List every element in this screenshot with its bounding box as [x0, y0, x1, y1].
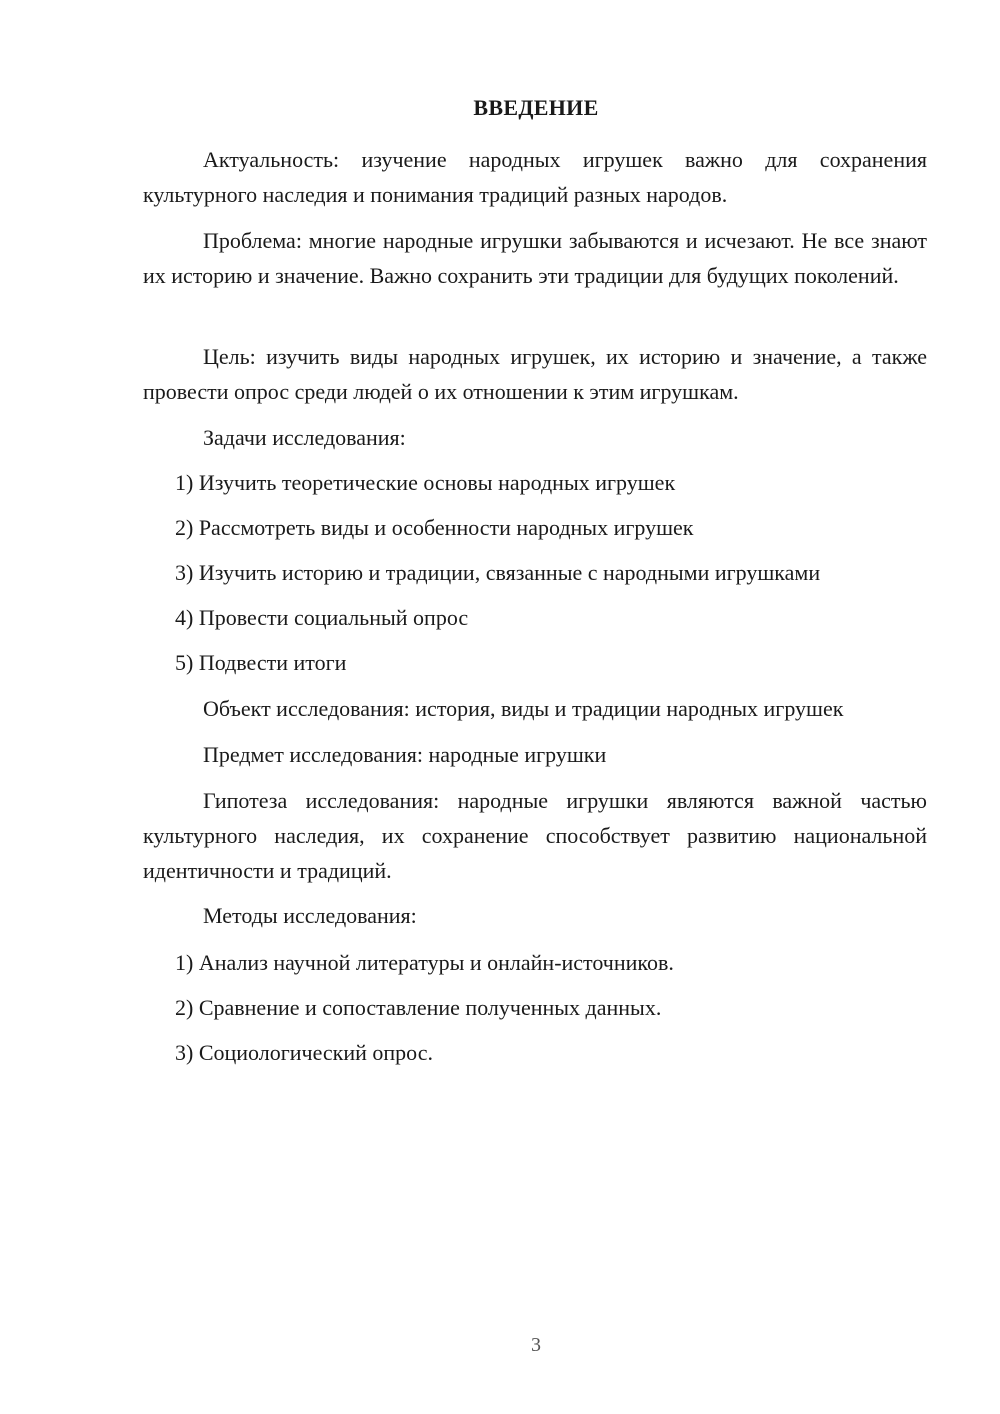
method-item: 1) Анализ научной литературы и онлайн-источников.: [175, 950, 674, 975]
relevance-paragraph: Актуальность: изучение народных игрушек важно для сохранения культурного наследия и понимания традиций разных народов.: [143, 147, 927, 207]
task-item: 5) Подвести итоги: [175, 650, 347, 675]
task-item: 1) Изучить теоретические основы народных игрушек: [175, 470, 676, 495]
task-item: 4) Провести социальный опрос: [175, 605, 469, 630]
goal-paragraph: Цель: изучить виды народных игрушек, их историю и значение, а также провести опрос среди людей о их отношении к этим игрушкам.: [143, 344, 927, 404]
subject-paragraph: Предмет исследования: народные игрушки: [203, 742, 607, 767]
method-item: 2) Сравнение и сопоставление полученных данных.: [175, 995, 662, 1020]
tasks-title: Задачи исследования:: [203, 425, 406, 450]
object-paragraph: Объект исследования: история, виды и традиции народных игрушек: [203, 696, 844, 721]
problem-paragraph: Проблема: многие народные игрушки забываются и исчезают. Не все знают их историю и значение. Важно сохранить эти традиции для будущих поколений.: [143, 228, 927, 288]
section-heading: ВВЕДЕНИЕ: [473, 95, 599, 120]
methods-title: Методы исследования:: [203, 903, 417, 928]
task-item: 2) Рассмотреть виды и особенности народных игрушек: [175, 515, 694, 540]
page-number: 3: [531, 1334, 541, 1356]
hypothesis-paragraph: Гипотеза исследования: народные игрушки являются важной частью культурного наследия, их сохранение способствует развитию национальной идентичности и традиций.: [143, 788, 927, 883]
task-item: 3) Изучить историю и традиции, связанные с народными игрушками: [175, 560, 821, 585]
method-item: 3) Социологический опрос.: [175, 1040, 433, 1065]
